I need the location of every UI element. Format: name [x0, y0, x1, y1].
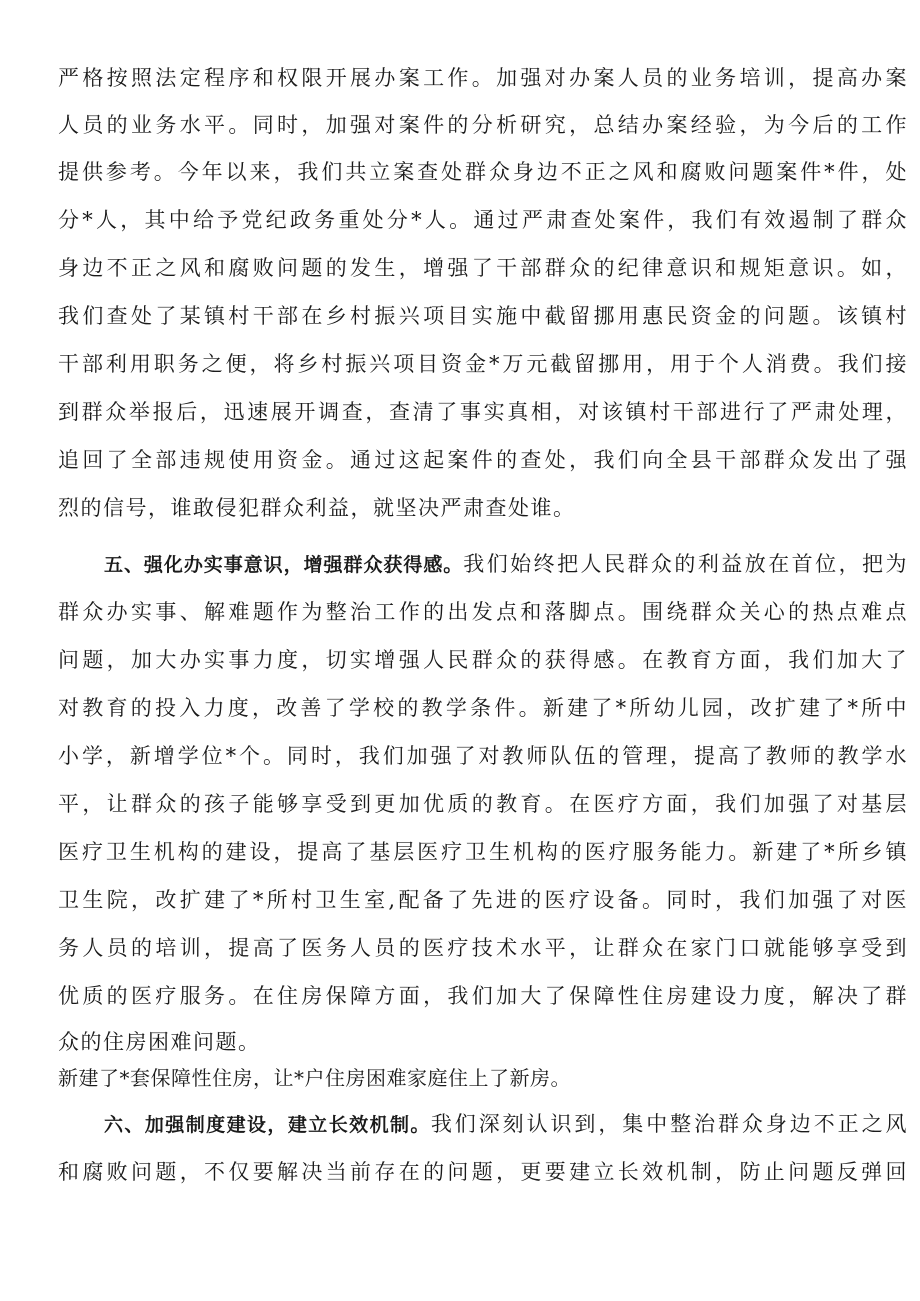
- paragraph-line: 分*人，其中给予党纪政务重处分*人。通过严肃查处案件，我们有效遏制了群众: [58, 208, 908, 232]
- paragraph-line: 平，让群众的孩子能够享受到更加优质的教育。在医疗方面，我们加强了对基层: [58, 792, 908, 816]
- section-6-first-line-rest: 我们深刻认识到，集中整治群众身边不正之风: [430, 1112, 908, 1136]
- paragraph-line: 烈的信号，谁敢侵犯群众利益，就坚决严肃查处谁。: [58, 496, 576, 520]
- section-5-heading: 五、强化办实事意识，增强群众获得感。: [104, 554, 464, 576]
- section-6-heading: 六、加强制度建设，建立长效机制。: [104, 1114, 431, 1136]
- paragraph-line: 优质的医疗服务。在住房保障方面，我们加大了保障性住房建设力度，解决了群: [58, 984, 908, 1008]
- paragraph-line: 卫生院，改扩建了*所村卫生室,配备了先进的医疗设备。同时，我们加强了对医: [58, 888, 908, 912]
- paragraph-line: 我们查处了某镇村干部在乡村振兴项目实施中截留挪用惠民资金的问题。该镇村: [58, 304, 908, 328]
- paragraph-line: 问题，加大办实事力度，切实增强人民群众的获得感。在教育方面，我们加大了: [58, 648, 908, 672]
- paragraph-line: 干部利用职务之便，将乡村振兴项目资金*万元截留挪用，用于个人消费。我们接: [58, 352, 908, 376]
- paragraph-line: 严格按照法定程序和权限开展办案工作。加强对办案人员的业务培训，提高办案: [58, 66, 908, 90]
- paragraph-line: 小学，新增学位*个。同时，我们加强了对教师队伍的管理，提高了教师的教学水: [58, 744, 908, 768]
- paragraph-line: 身边不正之风和腐败问题的发生，增强了干部群众的纪律意识和规矩意识。如，: [58, 256, 908, 280]
- paragraph-line: 到群众举报后，迅速展开调查，查清了事实真相，对该镇村干部进行了严肃处理，: [58, 400, 908, 424]
- paragraph-line: 人员的业务水平。同时，加强对案件的分析研究，总结办案经验，为今后的工作: [58, 113, 908, 137]
- paragraph-line: 群众办实事、解难题作为整治工作的出发点和落脚点。围绕群众关心的热点难点: [58, 600, 908, 624]
- section-6-first-line: [104, 1110, 908, 1139]
- paragraph-line: 医疗卫生机构的建设，提高了基层医疗卫生机构的医疗服务能力。新建了*所乡镇: [58, 840, 908, 864]
- paragraph-line: 务人员的培训，提高了医务人员的医疗技术水平，让群众在家门口就能够享受到: [58, 936, 908, 960]
- paragraph-line: 提供参考。今年以来，我们共立案查处群众身边不正之风和腐败问题案件*件，处: [58, 160, 908, 184]
- paragraph-line: 追回了全部违规使用资金。通过这起案件的查处，我们向全县干部群众发出了强: [58, 448, 908, 472]
- paragraph-line: 和腐败问题，不仅要解决当前存在的问题，更要建立长效机制，防止问题反弹回: [58, 1160, 908, 1184]
- paragraph-line: 新建了*套保障性住房，让*户住房困难家庭住上了新房。: [58, 1066, 571, 1090]
- paragraph-line: 对教育的投入力度，改善了学校的教学条件。新建了*所幼儿园，改扩建了*所中: [58, 696, 908, 720]
- section-5-first-line-rest: 我们始终把人民群众的利益放在首位，把为: [463, 552, 908, 576]
- section-5-first-line: [104, 550, 908, 579]
- paragraph-line: 众的住房困难问题。: [58, 1030, 261, 1054]
